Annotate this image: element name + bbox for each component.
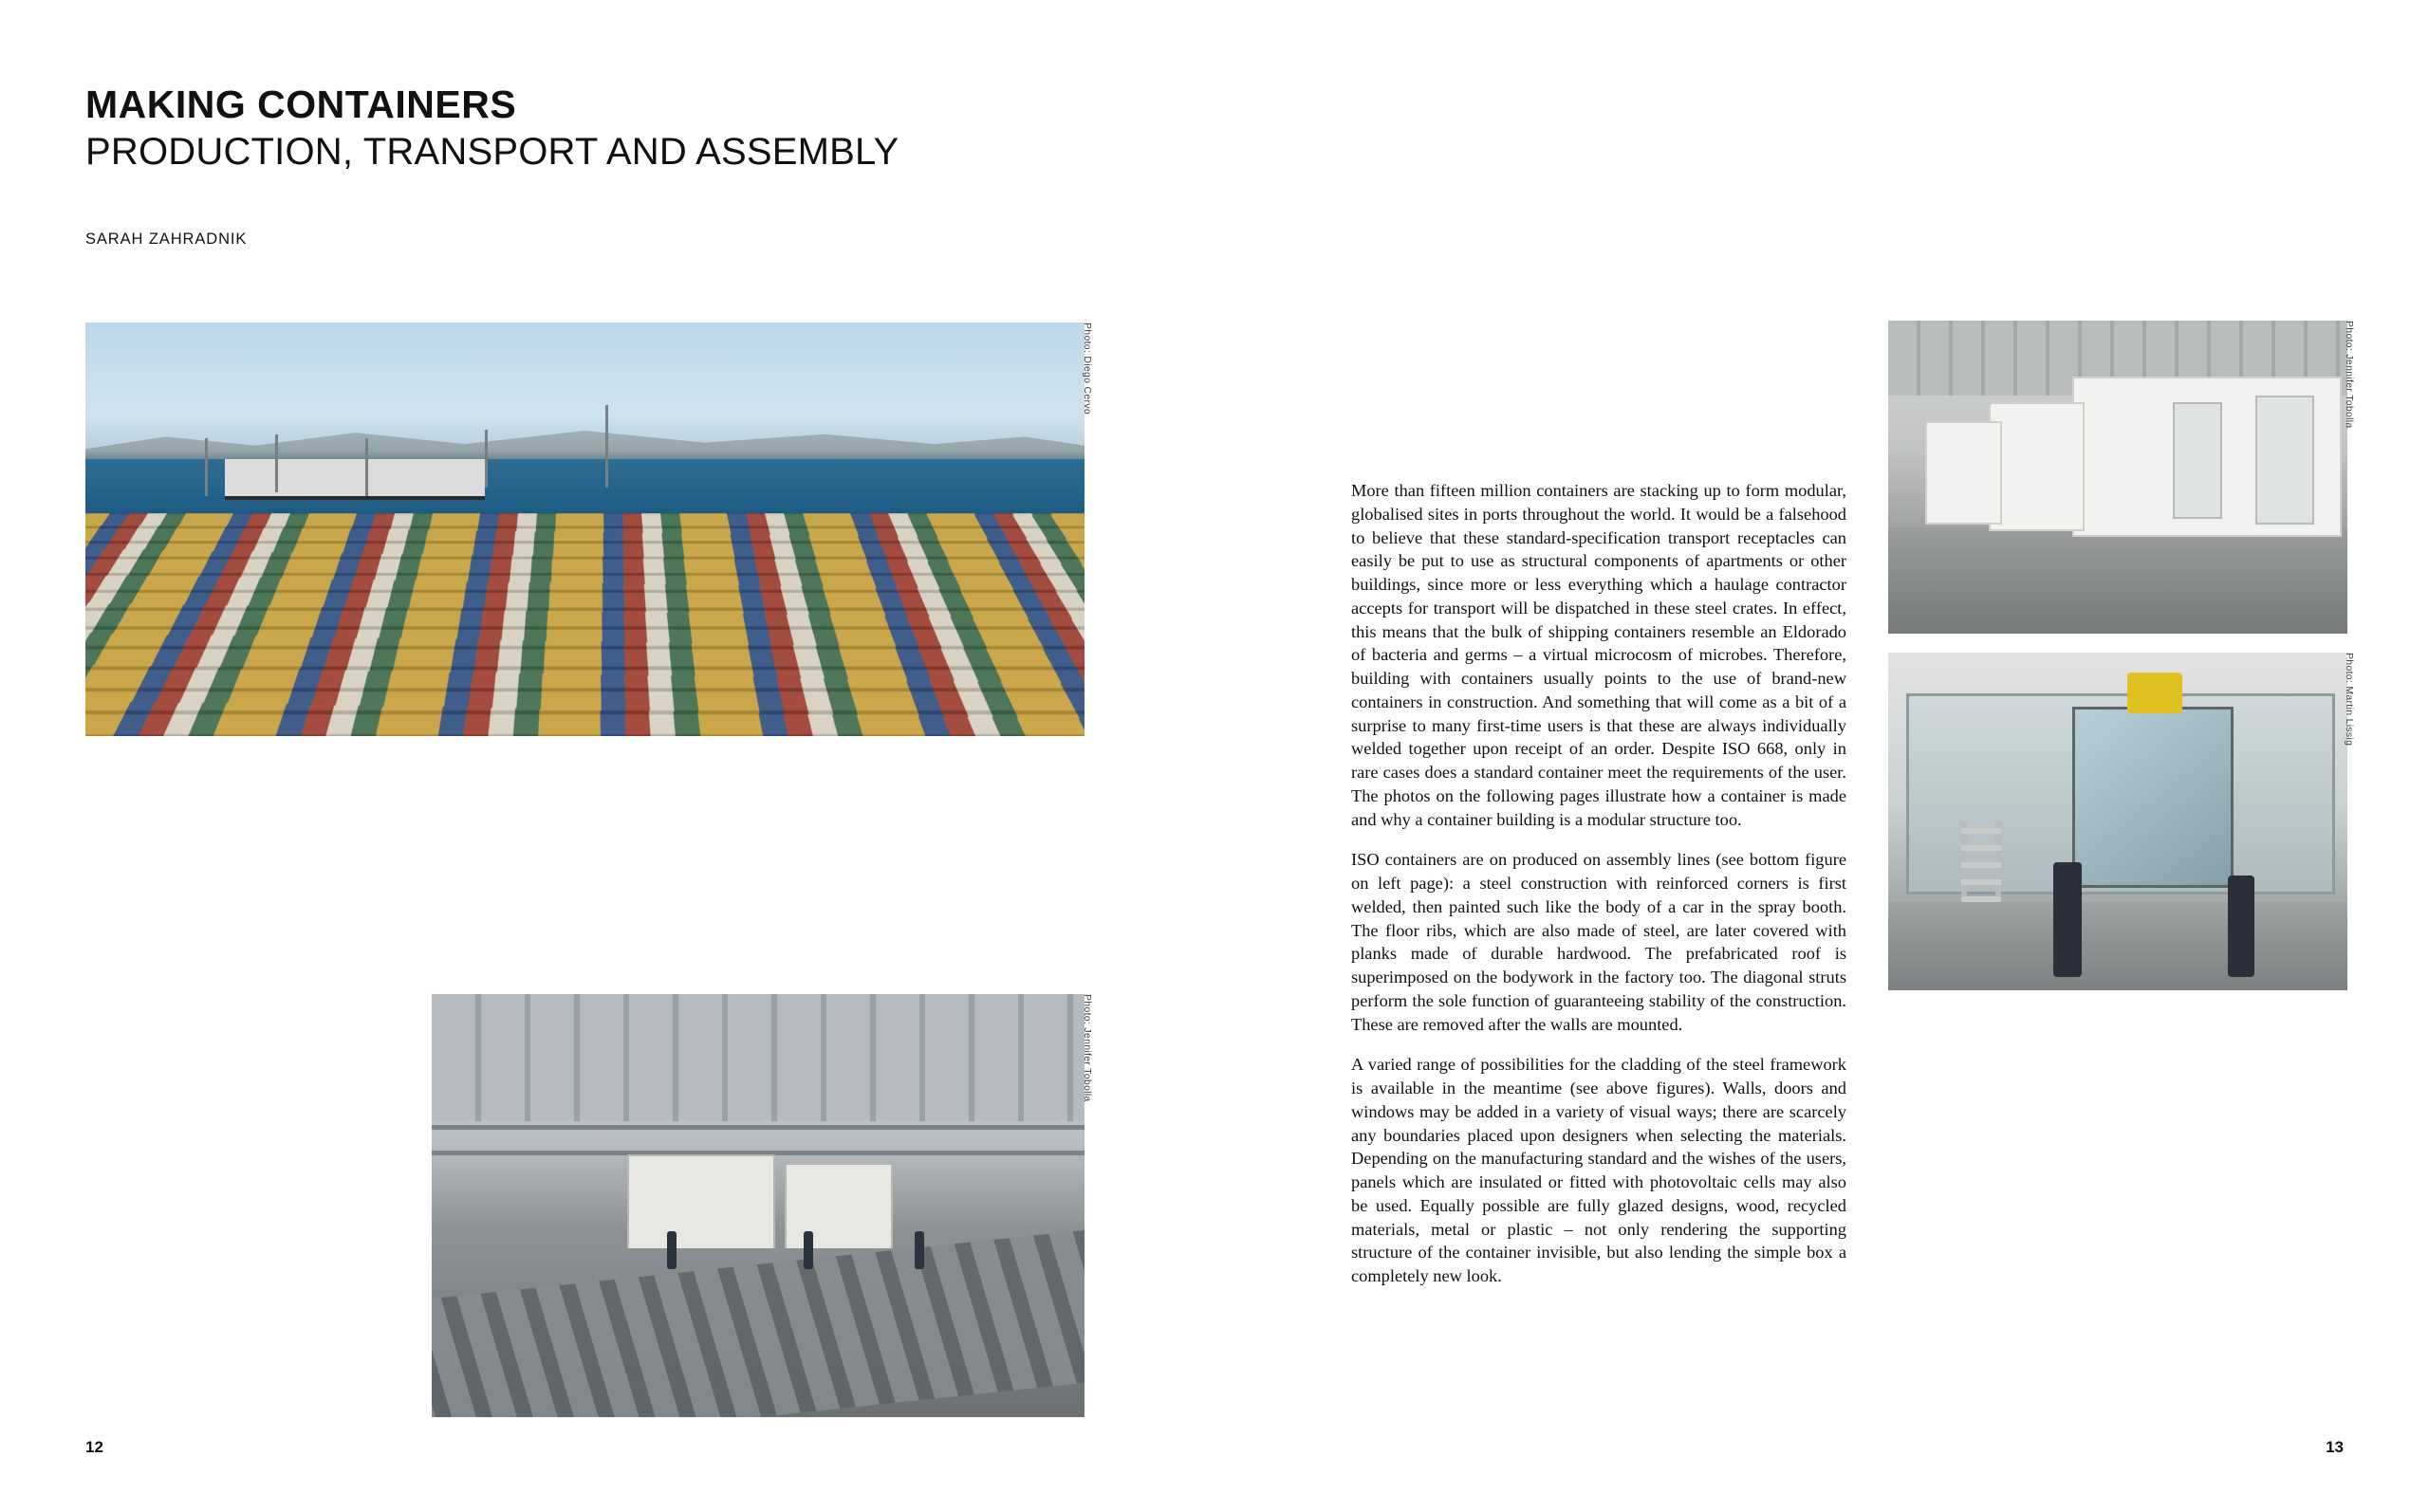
photo-glazing-installation bbox=[1888, 653, 2347, 990]
container-stacks-shape bbox=[85, 513, 1085, 736]
worker-shape bbox=[667, 1231, 677, 1269]
mast-shape bbox=[605, 405, 608, 488]
title-subtitle: PRODUCTION, TRANSPORT AND ASSEMBLY bbox=[85, 130, 899, 173]
crane-shape bbox=[205, 438, 208, 496]
body-paragraph-3: A varied range of possibilities for the cladding of the steel framework is available in the meantime (see above figures). Walls, doors and windows may be added in a variety of visual ways; there are scarcely any boundaries placed upon designers when selecting the materials. Depending on the manufacturing standard and the wishes of the users, panels which are insulated or fitted with photovoltaic cells may also be used. Equally possible are fully glazed designs, wood, recycled materials, metal or plastic – not only rendering the supporting structure of the container invisible, but also lending the simple box a completely new look. bbox=[1351, 1055, 1846, 1285]
crane-shape bbox=[485, 430, 488, 488]
module-shape bbox=[1989, 402, 2085, 531]
worker-shape bbox=[2053, 862, 2082, 977]
worker-shape bbox=[2228, 876, 2254, 977]
roof-structure-shape bbox=[432, 994, 1085, 1121]
figure-glazing-installation bbox=[1888, 653, 2347, 990]
door-shape bbox=[2255, 396, 2314, 525]
body-text-column bbox=[1351, 479, 1846, 1288]
worker-shape bbox=[804, 1231, 813, 1269]
vacuum-lifter-shape bbox=[2127, 673, 2182, 713]
glass-panel-shape bbox=[2072, 707, 2234, 888]
photo-credit-port: Photo: Diego Cervo bbox=[1082, 323, 1093, 415]
photo-credit-glazing: Photo: Martin Lissig bbox=[2344, 653, 2355, 747]
worker-shape bbox=[915, 1231, 924, 1269]
page-number-left: 12 bbox=[85, 1438, 103, 1456]
title-main: MAKING CONTAINERS bbox=[85, 83, 517, 126]
figure-container-port bbox=[85, 323, 1085, 736]
door-shape bbox=[2173, 402, 2222, 519]
photo-credit-production-hall: Photo: Jennifer Tobolla bbox=[1082, 994, 1093, 1102]
photo-container-port bbox=[85, 323, 1085, 736]
crane-shape bbox=[275, 434, 278, 492]
module-shape bbox=[1925, 421, 2002, 526]
page-title bbox=[85, 83, 1129, 174]
cargo-ship-shape bbox=[225, 459, 485, 500]
photo-module-hall bbox=[1888, 321, 2347, 634]
page-number-right: 13 bbox=[2326, 1438, 2344, 1456]
author-byline: SARAH ZAHRADNIK bbox=[85, 230, 248, 248]
body-paragraph-1: More than fifteen million containers are stacking up to form modular, globalised sites in ports throughout the world. It would be a falsehood to believe that these standard-specification transport receptacles can easily be put to use as structural components of apartments or other buildings, since more or less everything which a haulage contractor accepts for transport will be dispatched in these steel crates. In effect, this means that the bulk of shipping containers resemble an Eldorado of bacteria and germs – a virtual microcosm of microbes. Therefore, building with containers usually points to the use of brand-new containers in construction. And something that will come as a bit of a surprise to many first-time users is that these are always individually welded together upon receipt of an order. Despite ISO 668, only in rare cases does a standard container meet the requirements of the user. The photos on the following pages illustrate how a container is made and why a container building is a modular structure too. bbox=[1351, 481, 1846, 829]
floor-shape bbox=[1888, 902, 2347, 990]
module-shape bbox=[627, 1154, 774, 1260]
figure-production-hall bbox=[432, 994, 1085, 1417]
module-shape bbox=[785, 1163, 893, 1251]
beam-shape bbox=[432, 1125, 1085, 1130]
crane-shape bbox=[365, 438, 368, 496]
photo-credit-module-hall: Photo: Jennifer Tobolla bbox=[2344, 321, 2355, 429]
body-paragraph-2: ISO containers are on produced on assembly lines (see bottom figure on left page): a steel construction with reinforced corners is first welded, then painted such like the body of a car in the spray booth. The floor ribs, which are also made of steel, are later covered with planks made of durable hardwood. The prefabricated roof is superimposed on the bodywork in the factory too. The diagonal struts perform the sole function of guaranteeing stability of the construction. These are removed after the walls are mounted. bbox=[1351, 850, 1846, 1034]
figure-module-hall bbox=[1888, 321, 2347, 634]
photo-production-hall bbox=[432, 994, 1085, 1417]
floor-shape bbox=[1888, 527, 2347, 634]
